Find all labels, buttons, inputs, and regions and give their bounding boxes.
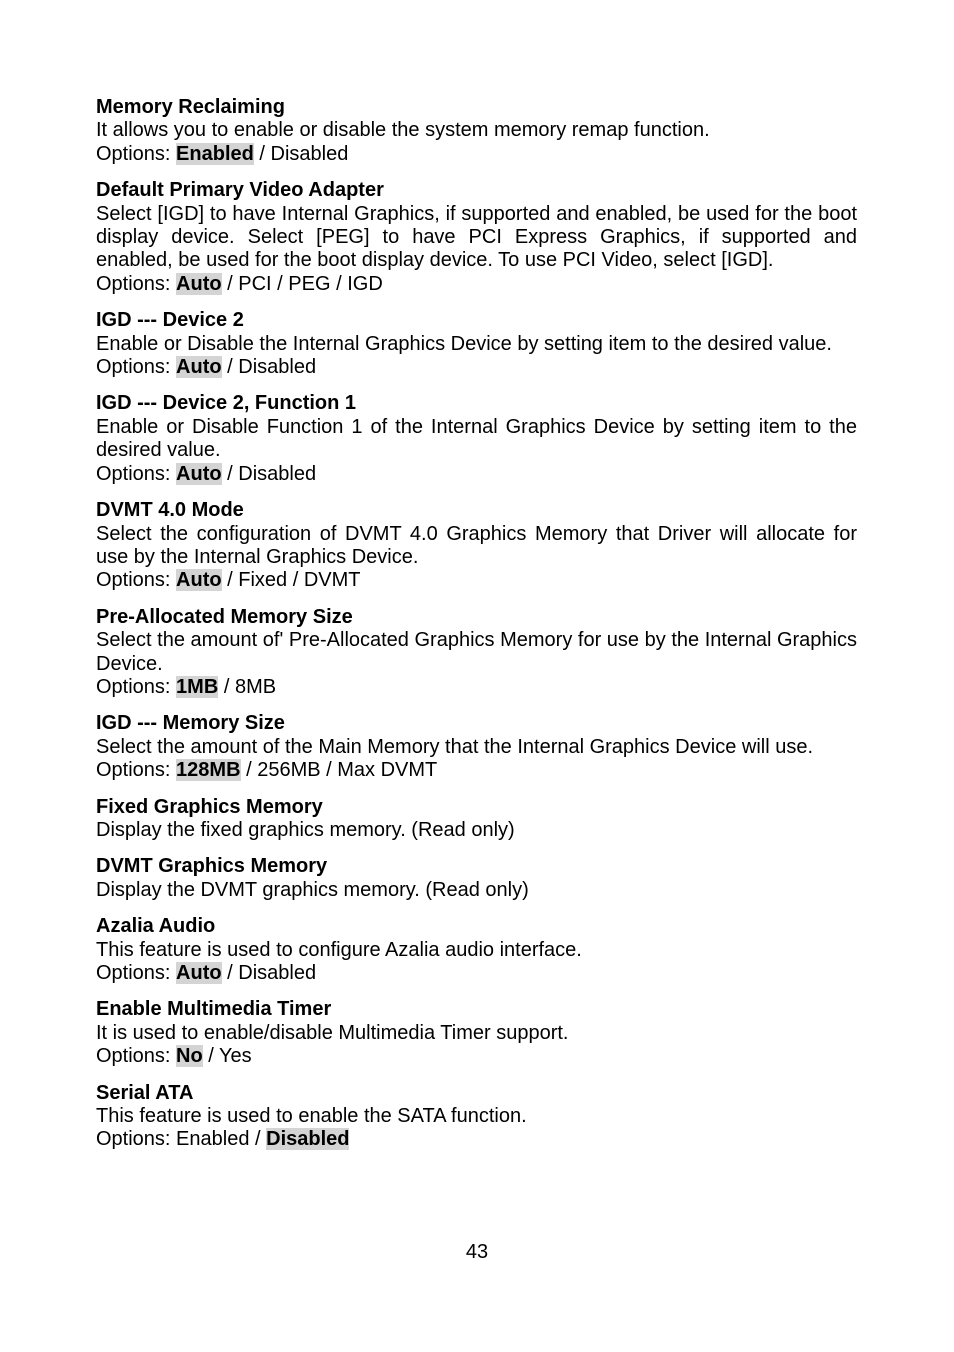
setting-title: Pre-Allocated Memory Size	[96, 605, 353, 628]
setting-description: Enable or Disable the Internal Graphics Device by setting item to the desired value.	[96, 332, 832, 355]
option-default-value: No	[176, 1045, 203, 1068]
setting-description: Enable or Disable Function 1 of the Internal Graphics Device by setting item to the desired value.	[96, 415, 857, 462]
setting-options	[96, 1128, 857, 1151]
bios-setting-section	[96, 309, 857, 379]
option-separator: /	[240, 759, 258, 782]
setting-options	[96, 463, 857, 486]
option-separator: /	[221, 569, 239, 592]
option-value: Fixed	[238, 569, 288, 592]
option-value: PCI	[238, 272, 272, 295]
bios-setting-section	[96, 855, 857, 902]
option-separator: /	[221, 962, 239, 984]
option-default-value: Auto	[176, 962, 222, 984]
setting-description: Select the amount of' Pre-Allocated Graphics Memory for use by the Internal Graphics Device.	[96, 629, 857, 675]
setting-description: Select the amount of the Main Memory that the Internal Graphics Device will use.	[96, 735, 814, 758]
setting-options	[96, 759, 857, 782]
bios-setting-section	[96, 392, 857, 486]
options-label: Options:	[96, 356, 177, 379]
bios-setting-section	[96, 96, 857, 166]
options-label: Options:	[96, 759, 177, 782]
setting-options	[96, 676, 857, 699]
option-separator: /	[218, 675, 235, 698]
setting-options	[96, 962, 857, 985]
setting-title: IGD --- Device 2	[96, 309, 244, 332]
option-default-value: Enabled	[176, 142, 254, 165]
bios-setting-section	[96, 1082, 857, 1152]
options-label: Options:	[96, 462, 177, 485]
option-value: Disabled	[238, 462, 317, 485]
option-separator: /	[287, 569, 304, 592]
setting-description: Display the fixed graphics memory. (Read only)	[96, 818, 515, 841]
bios-setting-section	[96, 606, 857, 700]
setting-description: This feature is used to enable the SATA function.	[96, 1105, 527, 1128]
bios-setting-section	[96, 796, 857, 843]
bios-setting-section	[96, 712, 857, 782]
manual-page-content	[96, 96, 857, 1165]
setting-description: Select the configuration of DVMT 4.0 Graphics Memory that Driver will allocate for use by the Internal Graphics Device.	[96, 522, 857, 568]
option-separator: /	[221, 462, 239, 485]
option-separator: /	[202, 1045, 220, 1068]
options-label: Options:	[96, 142, 177, 165]
setting-title: Serial ATA	[96, 1081, 194, 1104]
option-default-value: Auto	[176, 569, 222, 592]
setting-title: Fixed Graphics Memory	[96, 795, 323, 818]
setting-title: Memory Reclaiming	[96, 96, 285, 118]
setting-description: It is used to enable/disable Multimedia Timer support.	[96, 1021, 569, 1044]
bios-setting-section	[96, 998, 857, 1068]
setting-description: Select [IGD] to have Internal Graphics, if supported and enabled, be used for the boot display device. Select [PEG] to have PCI Express Graphics, if supported and enabled, be used for the boot display device. To use PCI Video, select [IGD].	[96, 202, 857, 272]
setting-description: It allows you to enable or disable the system memory remap function.	[96, 119, 710, 142]
option-value: Disabled	[238, 962, 317, 984]
option-default-value: 128MB	[176, 759, 241, 782]
setting-options	[96, 143, 857, 166]
option-default-value: Auto	[176, 462, 222, 485]
options-label: Options:	[96, 569, 177, 592]
bios-setting-section	[96, 915, 857, 985]
option-default-value: Auto	[176, 272, 222, 295]
setting-options	[96, 273, 857, 296]
setting-options	[96, 356, 857, 379]
option-value: Max DVMT	[337, 759, 438, 782]
option-value: DVMT	[303, 569, 361, 592]
setting-title: DVMT 4.0 Mode	[96, 499, 244, 522]
option-value: IGD	[347, 272, 383, 295]
option-separator: /	[320, 759, 338, 782]
setting-title: Default Primary Video Adapter	[96, 179, 384, 202]
option-separator: /	[271, 272, 289, 295]
option-separator: /	[330, 272, 348, 295]
option-value: PEG	[288, 272, 331, 295]
page-number: 43	[465, 1241, 489, 1263]
options-label: Options:	[96, 675, 177, 698]
options-label: Options:	[96, 1045, 177, 1068]
option-separator: /	[221, 272, 239, 295]
setting-title: IGD --- Memory Size	[96, 712, 285, 735]
setting-title: Azalia Audio	[96, 915, 216, 938]
option-separator: /	[253, 142, 271, 165]
option-default-value: Auto	[176, 356, 222, 379]
setting-title: DVMT Graphics Memory	[96, 855, 328, 878]
options-label: Options:	[96, 962, 177, 984]
option-value: Disabled	[238, 356, 317, 379]
option-separator: /	[221, 356, 239, 379]
option-value: 256MB	[257, 759, 321, 782]
setting-description: Display the DVMT graphics memory. (Read only)	[96, 878, 529, 901]
option-separator: /	[249, 1128, 267, 1151]
setting-options	[96, 1045, 857, 1068]
setting-title: IGD --- Device 2, Function 1	[96, 392, 357, 415]
option-value: Enabled	[176, 1128, 250, 1151]
bios-setting-section	[96, 499, 857, 593]
setting-description: This feature is used to configure Azalia audio interface.	[96, 938, 582, 961]
option-default-value: 1MB	[176, 675, 219, 698]
setting-title: Enable Multimedia Timer	[96, 998, 332, 1021]
options-label: Options:	[96, 1128, 177, 1151]
option-value: Yes	[219, 1045, 252, 1068]
option-default-value: Disabled	[266, 1128, 350, 1151]
bios-setting-section	[96, 179, 857, 296]
option-value: Disabled	[270, 142, 349, 165]
setting-options	[96, 569, 857, 592]
options-label: Options:	[96, 272, 177, 295]
option-value: 8MB	[234, 675, 277, 698]
